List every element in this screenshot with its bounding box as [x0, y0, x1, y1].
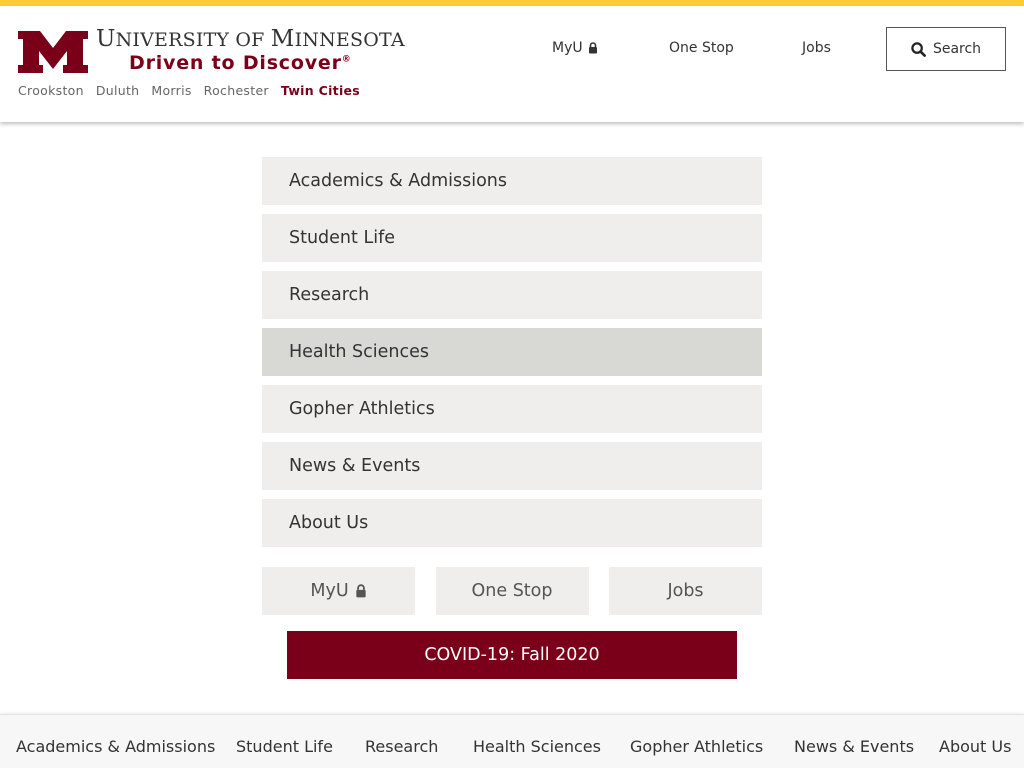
footer-link-news-events[interactable]: News & Events: [794, 737, 915, 756]
footer-nav: [0, 714, 1024, 768]
quick-link-jobs[interactable]: Jobs: [609, 567, 762, 615]
campus-link-twin-cities[interactable]: Twin Cities: [280, 83, 361, 98]
covid-button[interactable]: COVID-19: Fall 2020: [287, 631, 737, 679]
search-icon: [911, 42, 926, 57]
university-wordmark[interactable]: UNIVERSITY OF MINNESOTA: [96, 26, 405, 52]
footer-link-about-us[interactable]: About Us: [939, 737, 1012, 756]
search-label: Search: [932, 41, 982, 57]
campus-link-crookston[interactable]: Crookston: [18, 83, 84, 98]
campus-links: [18, 83, 360, 98]
top-nav-myu[interactable]: [552, 40, 598, 56]
footer-link-athletics[interactable]: Gopher Athletics: [630, 737, 764, 756]
menu-item-health-sciences[interactable]: Health Sciences: [262, 328, 762, 376]
tagline: Driven to Discover®: [129, 52, 352, 74]
campus-link-duluth[interactable]: Duluth: [95, 83, 140, 98]
top-nav: [0, 40, 1024, 60]
menu-item-news-events[interactable]: News & Events: [262, 442, 762, 490]
quick-link-one-stop[interactable]: One Stop: [436, 567, 589, 615]
lock-icon: [588, 42, 598, 54]
footer-link-student-life[interactable]: Student Life: [236, 737, 333, 756]
menu-item-student-life[interactable]: Student Life: [262, 214, 762, 262]
quick-link-myu[interactable]: [262, 567, 415, 615]
campus-link-morris[interactable]: Morris: [151, 83, 192, 98]
main-menu: [262, 157, 762, 556]
campus-link-rochester[interactable]: Rochester: [203, 83, 269, 98]
menu-item-academics[interactable]: Academics & Admissions: [262, 157, 762, 205]
site-header: [0, 6, 1024, 122]
search-button[interactable]: [886, 27, 1006, 71]
top-nav-one-stop[interactable]: One Stop: [669, 40, 734, 56]
menu-item-athletics[interactable]: Gopher Athletics: [262, 385, 762, 433]
top-nav-myu-label: MyU: [552, 40, 583, 56]
menu-item-research[interactable]: Research: [262, 271, 762, 319]
footer-link-health-sciences[interactable]: Health Sciences: [473, 737, 601, 756]
lock-icon: [355, 584, 367, 598]
top-nav-jobs[interactable]: Jobs: [802, 40, 831, 56]
footer-link-research[interactable]: Research: [365, 737, 439, 756]
quick-links: [262, 567, 762, 615]
footer-link-academics[interactable]: Academics & Admissions: [16, 737, 216, 756]
menu-item-about-us[interactable]: About Us: [262, 499, 762, 547]
quick-link-myu-label: MyU: [310, 581, 349, 601]
